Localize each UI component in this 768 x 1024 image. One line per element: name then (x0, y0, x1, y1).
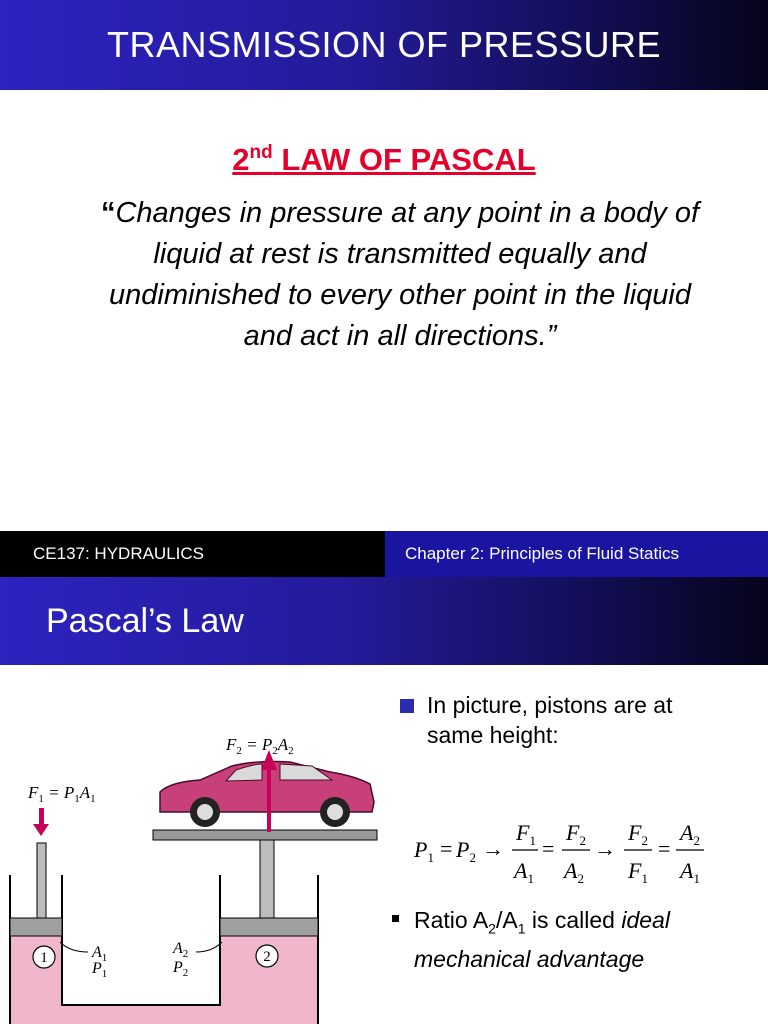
footer-course (0, 531, 385, 577)
hydraulic-lift-diagram (0, 680, 385, 1024)
svg-text:A2: $A_2$ (680, 820, 700, 848)
p2-label: $P_2$ (173, 959, 189, 979)
svg-text:F1: $F_1$ (628, 858, 648, 886)
small-piston-rod (37, 843, 46, 918)
svg-text:→: → (594, 836, 616, 861)
footer-course-label: CE137: HYDRAULICS (33, 544, 205, 563)
f1-equation-label: $F_1 = P_1A_1$ (28, 783, 96, 805)
a1-leader-line (60, 942, 88, 952)
svg-text:F2: $F_2$ (566, 820, 586, 848)
slide2-title-band (0, 577, 768, 665)
a1-label: $A_1$ (92, 944, 108, 964)
quote-open-mark: “ (100, 197, 116, 229)
pascal-ratio-formula (410, 812, 710, 888)
bullet-pistons-same-height: In picture, pistons are at same height: (427, 692, 673, 748)
a2-label: $A_2$ (173, 940, 189, 960)
law-title-rest: LAW OF PASCAL (272, 142, 536, 177)
svg-text:A1: $A_1$ (514, 858, 534, 886)
quote-close-mark: ” (546, 320, 557, 352)
svg-text:=: = (440, 836, 453, 861)
footer-chapter (385, 531, 768, 577)
a2-leader-line (196, 942, 222, 952)
large-piston-head (220, 918, 318, 936)
f2-equation-label: $F_2 = P_2A_2$ (226, 735, 294, 757)
svg-text:P1: $P_1$ (414, 837, 434, 865)
svg-text:=: = (542, 836, 555, 861)
law-heading (0, 142, 768, 178)
bullet-square-icon (400, 699, 414, 713)
law-ordinal-suffix: nd (249, 142, 273, 163)
p1-label: $P_1$ (92, 960, 108, 980)
footer-chapter-label: Chapter 2: Principles of Fluid Statics (405, 544, 680, 563)
chamber-2-number: 2 (263, 949, 271, 965)
bullet-small-square-icon (392, 915, 399, 922)
svg-text:P2: $P_2$ (456, 837, 476, 865)
svg-text:A1: $A_1$ (680, 858, 700, 886)
slide-title-band (0, 0, 768, 90)
law-ordinal: 2 (232, 142, 250, 177)
law-quote (90, 193, 710, 357)
quote-text: Changes in pressure at any point in a body of liquid at rest is transmitted equally and undiminished to every other point in the liquid and act in all directions. (109, 197, 700, 352)
slide-title: TRANSMISSION OF PRESSURE (106, 24, 662, 65)
svg-text:A2: $A_2$ (564, 858, 584, 886)
bullet-mechanical-advantage: Ratio $A_2/A_1$ is called ideal mechanical advantage (414, 907, 670, 972)
large-piston-rod (260, 840, 274, 918)
lift-platform (153, 830, 377, 840)
svg-text:→: → (482, 836, 504, 861)
force-arrow-f1 (33, 808, 49, 836)
svg-text:F2: $F_2$ (628, 820, 648, 848)
chamber-1-number: 1 (40, 950, 48, 966)
slide2-title: Pascal’s Law (46, 601, 244, 640)
small-piston-head (10, 918, 62, 936)
fluid-body (10, 925, 318, 1024)
svg-text:=: = (658, 836, 671, 861)
svg-text:F1: $F_1$ (516, 820, 536, 848)
